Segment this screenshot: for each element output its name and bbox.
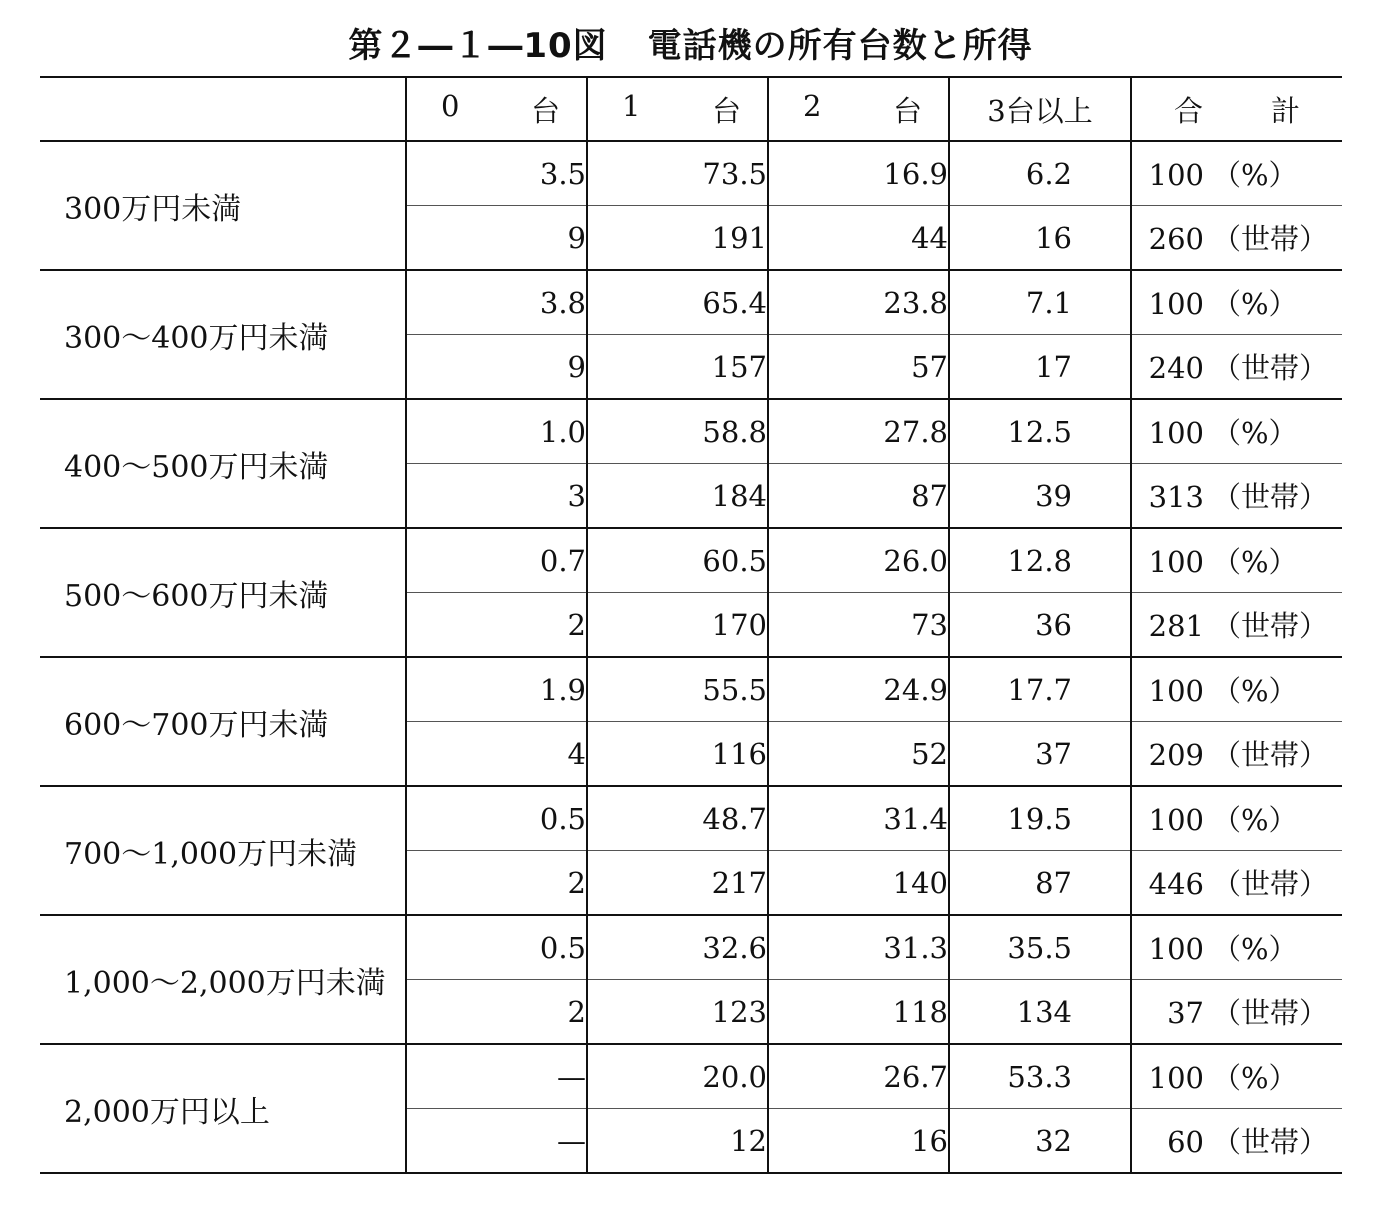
value-cell: 184 <box>587 464 768 529</box>
value-cell: 12.8 <box>949 528 1131 593</box>
header-3plus-units <box>949 77 1131 141</box>
value-cell: 118 <box>768 980 949 1045</box>
value-cell: 24.9 <box>768 657 949 722</box>
total-cell <box>1131 851 1342 916</box>
total-value: 260 <box>1148 222 1204 256</box>
value-cell: 26.0 <box>768 528 949 593</box>
value-cell: 16.9 <box>768 141 949 206</box>
value-cell: 0.7 <box>406 528 587 593</box>
value-cell: 31.3 <box>768 915 949 980</box>
total-unit: （世帯） <box>1212 222 1329 256</box>
header-text: 3台以上 <box>987 93 1093 128</box>
value-cell: 32 <box>949 1109 1131 1174</box>
total-unit: （%） <box>1212 1061 1298 1095</box>
total-value: 209 <box>1148 738 1204 772</box>
total-cell <box>1131 1109 1342 1174</box>
value-cell: 134 <box>949 980 1131 1045</box>
value-cell: 53.3 <box>949 1044 1131 1109</box>
value-cell: 32.6 <box>587 915 768 980</box>
value-cell: 1.0 <box>406 399 587 464</box>
value-cell: 17.7 <box>949 657 1131 722</box>
total-value: 100 <box>1148 932 1204 966</box>
total-cell <box>1131 141 1342 206</box>
total-value: 100 <box>1148 674 1204 708</box>
value-cell: 1.9 <box>406 657 587 722</box>
value-cell: 3.8 <box>406 270 587 335</box>
total-cell <box>1131 528 1342 593</box>
total-unit: （世帯） <box>1212 480 1329 514</box>
header-1-unit <box>587 77 768 141</box>
value-cell: 57 <box>768 335 949 400</box>
total-unit: （世帯） <box>1212 351 1329 385</box>
value-cell: 26.7 <box>768 1044 949 1109</box>
value-cell: 16 <box>949 206 1131 271</box>
value-cell: 17 <box>949 335 1131 400</box>
total-value: 37 <box>1167 996 1204 1030</box>
value-cell: 12 <box>587 1109 768 1174</box>
value-cell: 73 <box>768 593 949 658</box>
total-unit: （世帯） <box>1212 996 1329 1030</box>
income-bracket-label: 700～1,000万円未満 <box>40 786 406 915</box>
value-cell: 55.5 <box>587 657 768 722</box>
percent-row <box>40 657 1342 722</box>
page-title <box>0 18 1381 67</box>
income-bracket-label: 2,000万円以上 <box>40 1044 406 1173</box>
value-cell: 52 <box>768 722 949 787</box>
value-cell: 37 <box>949 722 1131 787</box>
header-2-units <box>768 77 949 141</box>
total-unit: （世帯） <box>1212 738 1329 772</box>
header-text-part: 計 <box>1270 93 1300 128</box>
value-cell: — <box>406 1044 587 1109</box>
header-corner <box>40 77 406 141</box>
total-cell <box>1131 980 1342 1045</box>
percent-row <box>40 399 1342 464</box>
value-cell: 73.5 <box>587 141 768 206</box>
total-value: 100 <box>1148 803 1204 837</box>
figure-title: 電話機の所有台数と所得 <box>647 26 1033 66</box>
total-cell <box>1131 786 1342 851</box>
value-cell: 16 <box>768 1109 949 1174</box>
total-cell <box>1131 270 1342 335</box>
value-cell: 27.8 <box>768 399 949 464</box>
percent-row <box>40 915 1342 980</box>
value-cell: 36 <box>949 593 1131 658</box>
value-cell: 2 <box>406 851 587 916</box>
value-cell: 9 <box>406 206 587 271</box>
total-cell <box>1131 657 1342 722</box>
header-text-part: 1 <box>622 88 641 123</box>
income-bracket-label: 300万円未満 <box>40 141 406 270</box>
value-cell: 157 <box>587 335 768 400</box>
header-text-part: 台 <box>530 93 560 128</box>
value-cell: 39 <box>949 464 1131 529</box>
total-cell <box>1131 593 1342 658</box>
value-cell: 6.2 <box>949 141 1131 206</box>
value-cell: 3.5 <box>406 141 587 206</box>
percent-row <box>40 141 1342 206</box>
value-cell: 35.5 <box>949 915 1131 980</box>
total-unit: （%） <box>1212 932 1298 966</box>
value-cell: 2 <box>406 980 587 1045</box>
total-cell <box>1131 1044 1342 1109</box>
percent-row <box>40 1044 1342 1109</box>
value-cell: 4 <box>406 722 587 787</box>
total-value: 100 <box>1148 158 1204 192</box>
total-cell <box>1131 206 1342 271</box>
value-cell: 60.5 <box>587 528 768 593</box>
value-cell: — <box>406 1109 587 1174</box>
total-unit: （%） <box>1212 803 1298 837</box>
value-cell: 48.7 <box>587 786 768 851</box>
total-value: 313 <box>1148 480 1204 514</box>
value-cell: 0.5 <box>406 915 587 980</box>
income-bracket-label: 1,000～2,000万円未満 <box>40 915 406 1044</box>
total-value: 100 <box>1148 545 1204 579</box>
value-cell: 140 <box>768 851 949 916</box>
header-row <box>40 77 1342 141</box>
figure-number: 第２―１―10図 <box>348 26 608 66</box>
value-cell: 191 <box>587 206 768 271</box>
header-total <box>1131 77 1342 141</box>
value-cell: 19.5 <box>949 786 1131 851</box>
value-cell: 12.5 <box>949 399 1131 464</box>
value-cell: 217 <box>587 851 768 916</box>
value-cell: 116 <box>587 722 768 787</box>
income-bracket-label: 400～500万円未満 <box>40 399 406 528</box>
total-unit: （世帯） <box>1212 1125 1329 1159</box>
total-unit: （世帯） <box>1212 867 1329 901</box>
total-unit: （%） <box>1212 674 1298 708</box>
value-cell: 87 <box>768 464 949 529</box>
total-unit: （%） <box>1212 545 1298 579</box>
header-text-part: 台 <box>711 93 741 128</box>
total-cell <box>1131 335 1342 400</box>
total-cell <box>1131 399 1342 464</box>
header-0-units <box>406 77 587 141</box>
total-value: 281 <box>1148 609 1204 643</box>
total-cell <box>1131 915 1342 980</box>
total-value: 100 <box>1148 416 1204 450</box>
income-bracket-label: 300～400万円未満 <box>40 270 406 399</box>
total-unit: （世帯） <box>1212 609 1329 643</box>
total-value: 60 <box>1167 1125 1204 1159</box>
header-text-part: 2 <box>803 88 822 123</box>
total-value: 100 <box>1148 1061 1204 1095</box>
value-cell: 58.8 <box>587 399 768 464</box>
value-cell: 44 <box>768 206 949 271</box>
value-cell: 7.1 <box>949 270 1131 335</box>
value-cell: 9 <box>406 335 587 400</box>
header-text-part: 台 <box>892 93 922 128</box>
header-text-part: 0 <box>441 88 460 123</box>
percent-row <box>40 786 1342 851</box>
phone-ownership-table <box>40 76 1342 1174</box>
value-cell: 65.4 <box>587 270 768 335</box>
value-cell: 31.4 <box>768 786 949 851</box>
total-unit: （%） <box>1212 416 1298 450</box>
percent-row <box>40 528 1342 593</box>
percent-row <box>40 270 1342 335</box>
total-value: 446 <box>1148 867 1204 901</box>
total-unit: （%） <box>1212 158 1298 192</box>
total-unit: （%） <box>1212 287 1298 321</box>
total-value: 100 <box>1148 287 1204 321</box>
value-cell: 87 <box>949 851 1131 916</box>
header-text-part: 合 <box>1174 93 1204 128</box>
value-cell: 2 <box>406 593 587 658</box>
value-cell: 23.8 <box>768 270 949 335</box>
income-bracket-label: 600～700万円未満 <box>40 657 406 786</box>
value-cell: 170 <box>587 593 768 658</box>
total-value: 240 <box>1148 351 1204 385</box>
value-cell: 123 <box>587 980 768 1045</box>
value-cell: 20.0 <box>587 1044 768 1109</box>
total-cell <box>1131 464 1342 529</box>
value-cell: 0.5 <box>406 786 587 851</box>
income-bracket-label: 500～600万円未満 <box>40 528 406 657</box>
value-cell: 3 <box>406 464 587 529</box>
total-cell <box>1131 722 1342 787</box>
